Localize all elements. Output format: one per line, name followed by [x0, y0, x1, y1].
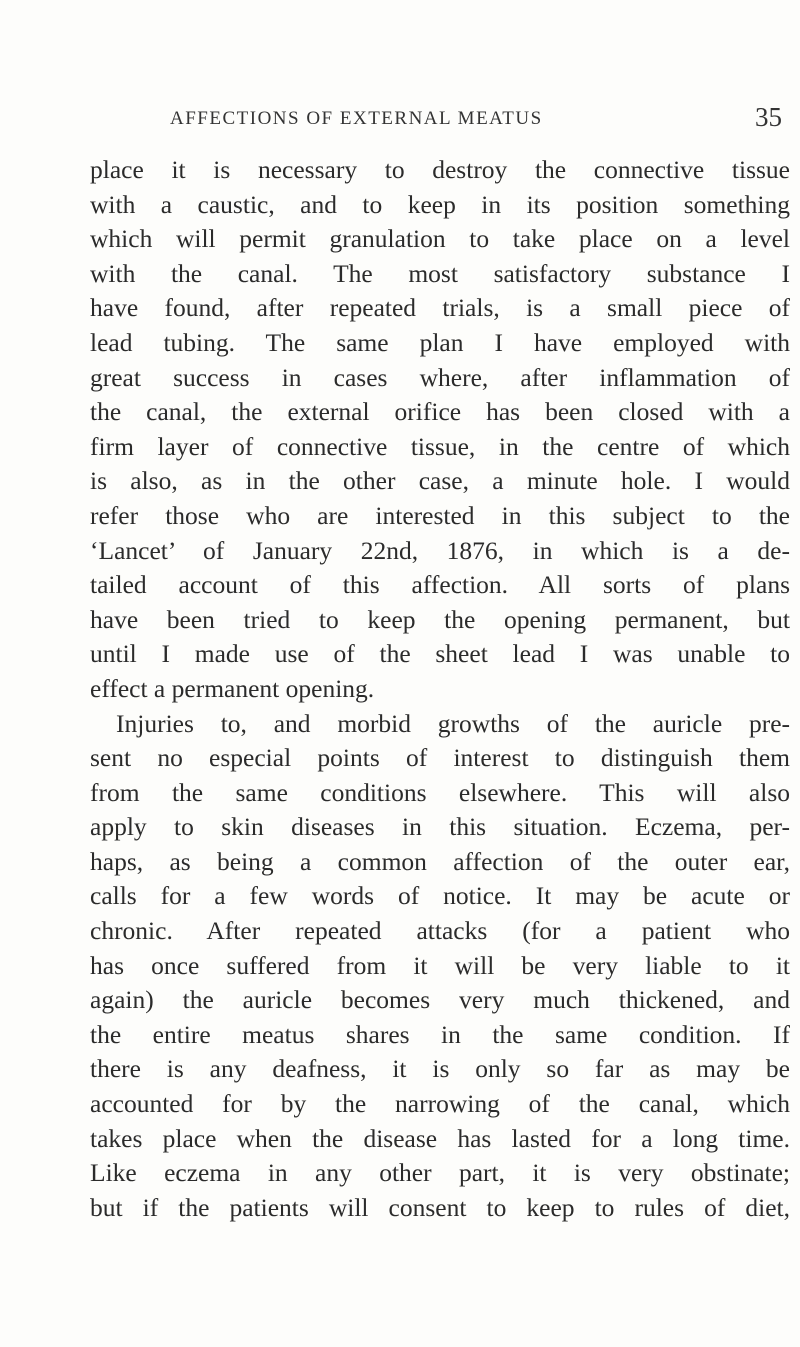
text-line: but if the patients will consent to keep to rules of diet,	[90, 1192, 790, 1222]
text-line: Like eczema in any other part, it is very obstinate;	[90, 1158, 790, 1188]
body-text	[90, 153, 790, 1225]
text-line: have found, after repeated trials, is a small piece of	[90, 293, 790, 323]
text-line: again) the auricle becomes very much thickened, and	[90, 985, 790, 1015]
text-line: is also, as in the other case, a minute hole. I would	[90, 466, 790, 496]
text-line: have been tried to keep the opening permanent, but	[90, 604, 790, 634]
text-line: until I made use of the sheet lead I was unable to	[90, 639, 790, 669]
text-line: with a caustic, and to keep in its position something	[90, 189, 790, 219]
text-line: there is any deafness, it is only so far as may be	[90, 1054, 790, 1084]
text-line: haps, as being a common affection of the outer ear,	[90, 846, 790, 876]
text-line: accounted for by the narrowing of the canal, which	[90, 1089, 790, 1119]
text-line: tailed account of this affection. All sorts of plans	[90, 570, 790, 600]
text-line: the canal, the external orifice has been closed with a	[90, 397, 790, 427]
text-line: with the canal. The most satisfactory substance I	[90, 258, 790, 288]
running-title: AFFECTIONS OF EXTERNAL MEATUS	[170, 108, 543, 129]
text-line: apply to skin diseases in this situation. Eczema, per-	[90, 812, 790, 842]
text-line: ‘Lancet’ of January 22nd, 1876, in which is a de-	[90, 535, 790, 565]
page-number: 35	[755, 102, 782, 132]
text-line: sent no especial points of interest to distinguish them	[90, 743, 790, 773]
text-line: lead tubing. The same plan I have employed with	[90, 327, 790, 357]
text-line: refer those who are interested in this subject to the	[90, 500, 790, 530]
text-line: takes place when the disease has lasted for a long time.	[90, 1123, 790, 1153]
paragraph-start-line: Injuries to, and morbid growths of the auricle pre-	[116, 708, 790, 738]
text-line: calls for a few words of notice. It may be acute or	[90, 881, 790, 911]
paragraph-end-line: effect a permanent opening.	[90, 673, 375, 703]
text-line: place it is necessary to destroy the connective tissue	[90, 155, 790, 184]
text-line: from the same conditions elsewhere. This will also	[90, 777, 790, 807]
text-line: has once suffered from it will be very liable to it	[90, 950, 790, 980]
page-header	[90, 104, 786, 140]
text-line: which will permit granulation to take place on a level	[90, 224, 790, 254]
text-line: the entire meatus shares in the same condition. If	[90, 1019, 790, 1049]
text-line: chronic. After repeated attacks (for a patient who	[90, 916, 790, 946]
text-line: great success in cases where, after inflammation of	[90, 362, 790, 392]
text-line: firm layer of connective tissue, in the centre of which	[90, 431, 790, 461]
